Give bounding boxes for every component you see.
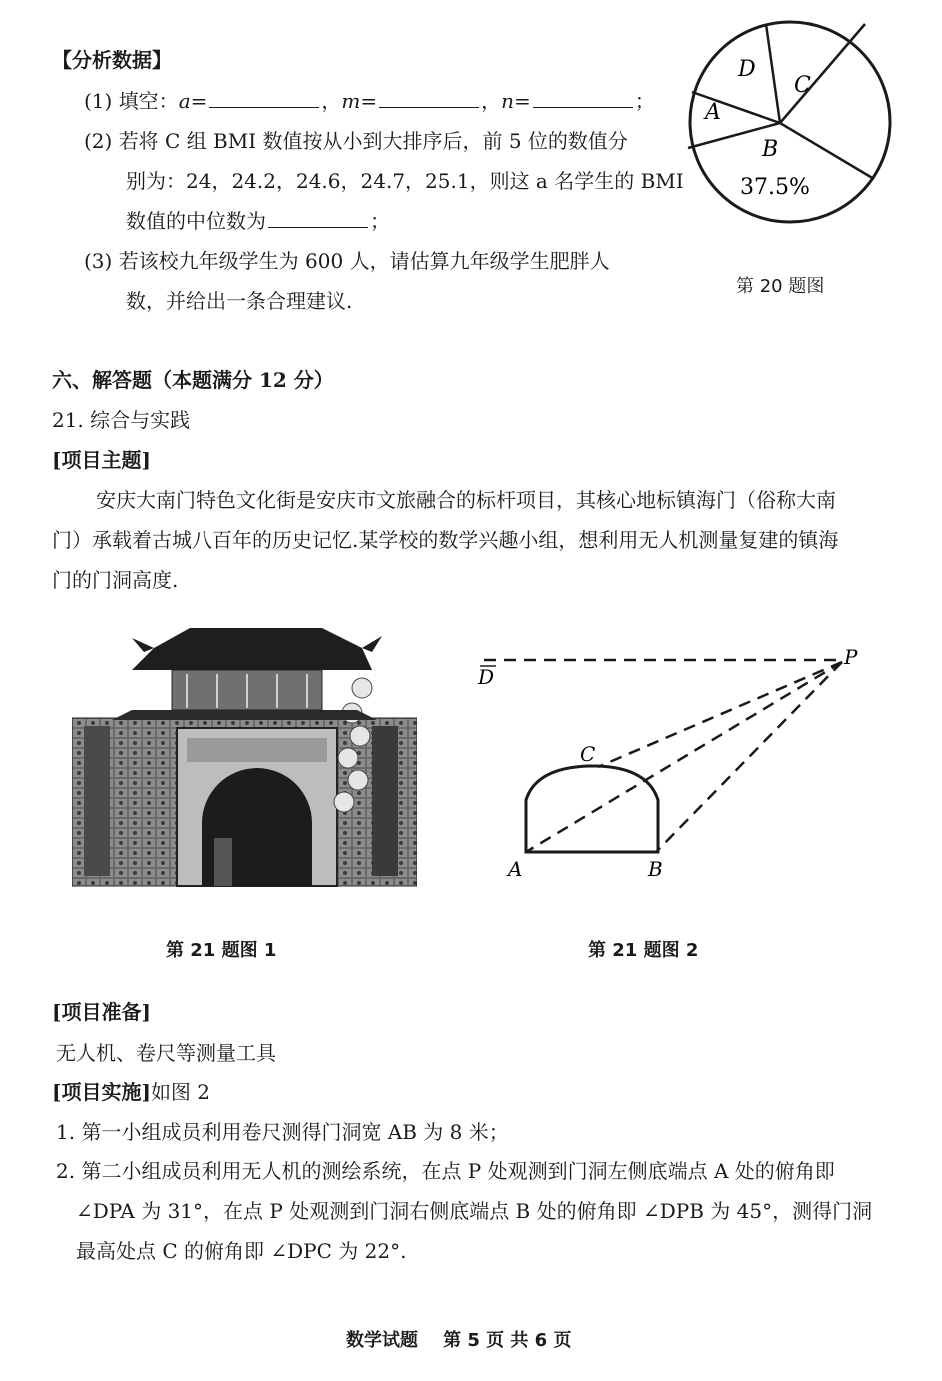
project-impl-label: [项目实施] — [52, 1080, 151, 1104]
var-n: n — [501, 89, 515, 113]
point-label-p: P — [844, 645, 858, 669]
figure-21-1-caption: 第 21 题图 1 — [166, 940, 277, 961]
figure-21-2-caption: 第 21 题图 2 — [588, 940, 699, 961]
q20-sub2-line2: 别为：24，24.2，24.6，24.7，25.1，则这 a 名学生的 BMI — [126, 169, 684, 193]
theme-paragraph-line3: 门的门洞高度. — [52, 568, 179, 592]
lower-roof — [112, 710, 377, 720]
semicolon: ； — [634, 89, 655, 113]
step-1: 1. 第一小组成员利用卷尺测得门洞宽 AB 为 8 米； — [56, 1120, 509, 1144]
answer-blank-n[interactable] — [533, 89, 633, 108]
step-2-line2: ∠DPA 为 31°，在点 P 处观测到门洞右侧底端点 B 处的俯角即 ∠DPB 为 45°，测得门洞 — [76, 1199, 873, 1223]
var-a: a — [178, 89, 191, 113]
equals-sign: = — [360, 89, 378, 113]
equals-sign: = — [514, 89, 531, 113]
project-impl-line — [52, 1076, 210, 1105]
q20-sub3-line2: 数，并给出一条合理建议. — [126, 289, 353, 313]
gate-plaque — [187, 738, 327, 762]
project-impl-suffix: 如图 2 — [150, 1080, 211, 1104]
comma: ， — [321, 89, 342, 113]
point-label-b: B — [648, 857, 663, 881]
figure-21-2-diagram — [470, 640, 870, 890]
comma: ， — [481, 89, 502, 113]
pie-label-a: A — [705, 100, 721, 125]
answer-blank-median[interactable] — [268, 209, 368, 228]
equals-sign: = — [190, 89, 208, 113]
upper-roof — [132, 628, 372, 670]
archway-figure — [214, 838, 232, 886]
left-banner — [84, 726, 110, 876]
pie-label-b: B — [762, 137, 779, 162]
q20-sub2-line3 — [126, 205, 390, 234]
step-2-line1: 2. 第二小组成员利用无人机的测绘系统，在点 P 处观测到门洞左侧底端点 A 处的俯角即 — [56, 1159, 835, 1183]
theme-paragraph-line1: 安庆大南门特色文化街是安庆市文旅融合的标杆项目，其核心地标镇海门（俗称大南 — [96, 488, 836, 512]
section-6-heading: 六、解答题（本题满分 12 分） — [52, 368, 334, 392]
q21-title: 21. 综合与实践 — [52, 408, 191, 432]
figure-20-pie-chart — [680, 12, 900, 227]
step-2-line3: 最高处点 C 的俯角即 ∠DPC 为 22°. — [76, 1239, 407, 1263]
pie-label-c: C — [794, 73, 811, 98]
point-label-d: D — [478, 665, 495, 689]
pie-b-percent: 37.5% — [740, 175, 810, 200]
q20-sub3-line1: (3) 若该校九年级学生为 600 人，请估算九年级学生肥胖人 — [84, 249, 610, 273]
analysis-section-label: 【分析数据】 — [52, 48, 172, 72]
q20-sub2-line1: (2) 若将 C 组 BMI 数值按从小到大排序后，前 5 位的数值分 — [84, 129, 628, 153]
theme-paragraph-line2: 门）承载着古城八百年的历史记忆.某学校的数学兴趣小组，想利用无人机测量复建的镇海 — [52, 528, 839, 552]
pie-label-d: D — [738, 57, 756, 82]
project-prep-label: [项目准备] — [52, 1000, 151, 1024]
page-footer: 数学试题 第 5 页 共 6 页 — [346, 1330, 572, 1351]
project-theme-label: [项目主题] — [52, 448, 151, 472]
point-label-c: C — [580, 742, 596, 766]
figure-20-caption: 第 20 题图 — [736, 276, 825, 297]
semicolon: ； — [370, 209, 390, 233]
figure-21-1-gate-photo — [72, 608, 417, 888]
project-prep-text: 无人机、卷尺等测量工具 — [56, 1041, 276, 1065]
q20-sub2-line3-prefix: 数值的中位数为 — [126, 209, 266, 233]
answer-blank-a[interactable] — [209, 89, 319, 108]
point-label-a: A — [508, 857, 523, 881]
q20-sub1 — [84, 85, 655, 114]
var-m: m — [341, 89, 361, 113]
line-pc — [598, 662, 842, 767]
right-banner — [372, 726, 398, 876]
q20-sub1-prefix: (1) 填空： — [84, 89, 179, 113]
answer-blank-m[interactable] — [379, 89, 479, 108]
